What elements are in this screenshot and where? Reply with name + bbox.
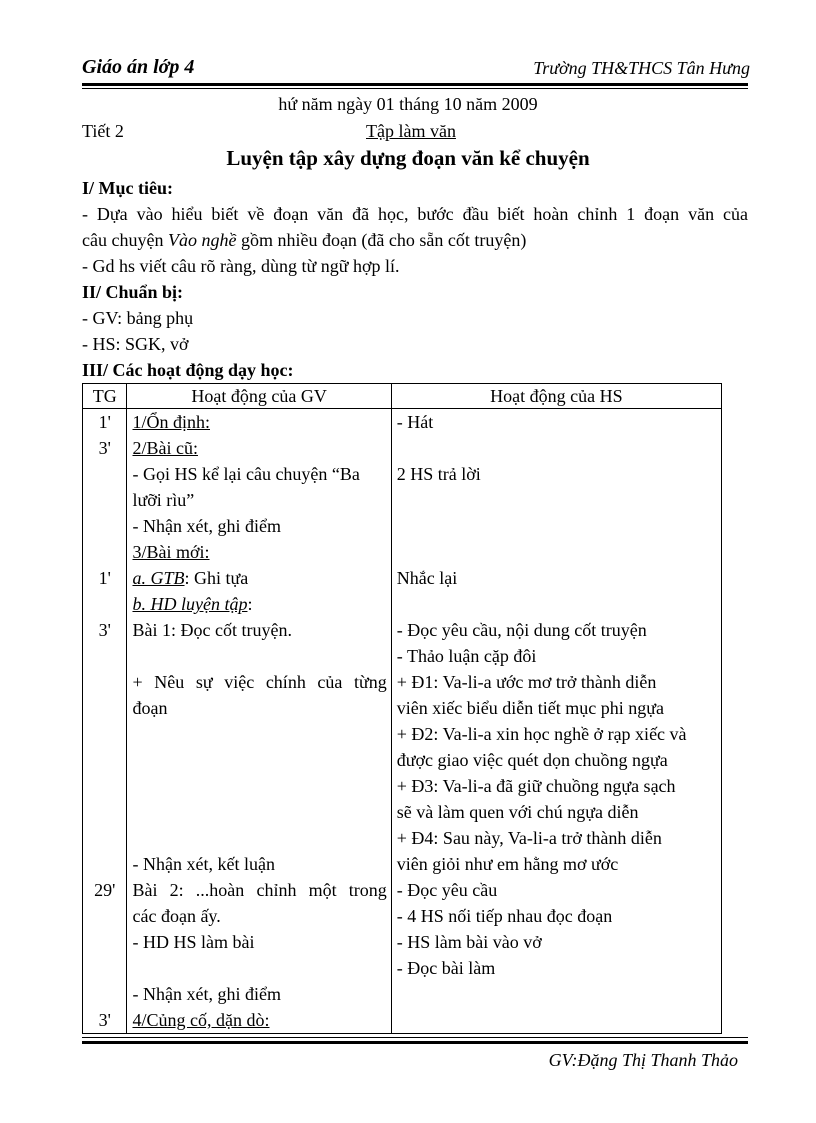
time-cell	[83, 799, 126, 825]
student-step: - Thảo luận cặp đôi	[396, 646, 537, 666]
time-cell	[83, 955, 126, 981]
subject-label: Tập làm văn	[366, 121, 456, 141]
header-right: Trường TH&THCS Tân Hưng	[533, 58, 750, 78]
preparation-line: - HS: SGK, vở	[82, 334, 189, 354]
preparation-line: - GV: bảng phụ	[82, 308, 194, 328]
teacher-step: a. GTB: Ghi tựa	[132, 568, 249, 588]
time-cell	[83, 981, 126, 1007]
col-header-time: TG	[83, 384, 127, 409]
teacher-step: 2/Bài cũ:	[132, 438, 198, 458]
teacher-step: 1/Ổn định:	[132, 412, 210, 432]
student-step: Nhắc lại	[396, 568, 458, 588]
footer-author: GV:Đặng Thị Thanh Thảo	[548, 1050, 738, 1070]
header-rule-thick	[82, 83, 748, 86]
teacher-step: Bài 1: Đọc cốt truyện.	[132, 620, 292, 640]
table-header-row	[83, 384, 722, 409]
header-left: Giáo án lớp 4	[82, 56, 195, 78]
time-cell	[83, 929, 126, 955]
objective-line: - Dựa vào hiểu biết về đoạn văn đã học, bước đầu biết hoàn chỉnh 1 đoạn văn của	[82, 204, 748, 224]
col-header-student: Hoạt động của HS	[391, 384, 721, 409]
time-cell	[83, 643, 126, 669]
preparation-heading: II/ Chuẩn bị:	[82, 282, 184, 302]
time-cell	[83, 721, 126, 747]
teacher-step: lưỡi rìu”	[132, 490, 195, 510]
student-step: + Đ4: Sau này, Va-li-a trở thành diễn	[396, 828, 662, 848]
activities-heading: III/ Các hoạt động dạy học:	[82, 360, 294, 380]
teacher-step: - Nhận xét, kết luận	[132, 854, 275, 874]
time-cell	[83, 695, 126, 721]
time-cell	[83, 487, 126, 513]
teacher-step: Bài 2: ...hoàn chỉnh một trong	[132, 880, 387, 900]
story-title: Vào nghề	[167, 230, 237, 250]
lesson-number: Tiết 2	[82, 121, 124, 141]
student-step: viên giỏi như em hằng mơ ước	[396, 854, 619, 874]
activities-table	[82, 383, 722, 1034]
date-line: hứ năm ngày 01 tháng 10 năm 2009	[278, 94, 538, 114]
time-column	[83, 409, 127, 1034]
table-row	[83, 409, 722, 1034]
teacher-step: b. HD luyện tập:	[132, 594, 253, 614]
col-header-teacher: Hoạt động của GV	[127, 384, 391, 409]
footer-rule-thick	[82, 1041, 748, 1044]
time-cell	[83, 591, 126, 617]
student-column	[391, 409, 721, 1034]
time-cell: 1'	[98, 568, 111, 588]
objectives-heading: I/ Mục tiêu:	[82, 178, 173, 198]
student-step: - Đọc yêu cầu	[396, 880, 498, 900]
teacher-column	[127, 409, 391, 1034]
student-step: - 4 HS nối tiếp nhau đọc đoạn	[396, 906, 613, 926]
student-step: - Đọc bài làm	[396, 958, 496, 978]
time-cell	[83, 825, 126, 851]
student-step: + Đ1: Va-li-a ước mơ trở thành diễn	[396, 672, 657, 692]
time-cell: 3'	[98, 1010, 111, 1030]
time-cell	[83, 669, 126, 695]
teacher-step: - HD HS làm bài	[132, 932, 255, 952]
objective-line: - Gd hs viết câu rõ ràng, dùng từ ngữ hợp lí.	[82, 256, 400, 276]
teacher-step: các đoạn ấy.	[132, 906, 221, 926]
time-cell	[83, 539, 126, 565]
student-step: viên xiếc biểu diễn tiết mục phi ngựa	[396, 698, 664, 718]
student-step: - Hát	[396, 412, 434, 432]
teacher-step: - Nhận xét, ghi điểm	[132, 516, 281, 536]
teacher-step: 3/Bài mới:	[132, 542, 210, 562]
student-step: sẽ và làm quen với chú ngựa diễn	[396, 802, 639, 822]
time-cell: 3'	[98, 620, 111, 640]
time-cell	[83, 773, 126, 799]
student-step: - Đọc yêu cầu, nội dung cốt truyện	[396, 620, 647, 640]
teacher-step: + Nêu sự việc chính của từng	[132, 672, 387, 692]
teacher-step: - Gọi HS kể lại câu chuyện “Ba	[132, 464, 360, 484]
student-step: 2 HS trả lời	[396, 464, 481, 484]
time-cell: 3'	[98, 438, 111, 458]
footer-rule-thin	[82, 1037, 748, 1038]
objective-line: câu chuyện Vào nghề gồm nhiều đoạn (đã cho sẵn cốt truyện)	[82, 230, 527, 250]
header-rule-thin	[82, 88, 748, 89]
teacher-step: 4/Củng cố, dặn dò:	[132, 1010, 270, 1030]
objectives-section	[82, 175, 748, 383]
time-cell	[83, 903, 126, 929]
time-cell: 29'	[94, 880, 116, 900]
student-step: + Đ3: Va-li-a đã giữ chuồng ngựa sạch	[396, 776, 676, 796]
lesson-title: Luyện tập xây dựng đoạn văn kể chuyện	[226, 146, 590, 170]
time-cell	[83, 747, 126, 773]
student-step: + Đ2: Va-li-a xin học nghề ở rạp xiếc và	[396, 724, 687, 744]
student-step: được giao việc quét dọn chuồng ngựa	[396, 750, 668, 770]
time-cell	[83, 461, 126, 487]
time-cell	[83, 513, 126, 539]
student-step: - HS làm bài vào vở	[396, 932, 542, 952]
teacher-step: đoạn	[132, 698, 168, 718]
time-cell: 1'	[98, 412, 111, 432]
time-cell	[83, 851, 126, 877]
teacher-step: - Nhận xét, ghi điểm	[132, 984, 281, 1004]
